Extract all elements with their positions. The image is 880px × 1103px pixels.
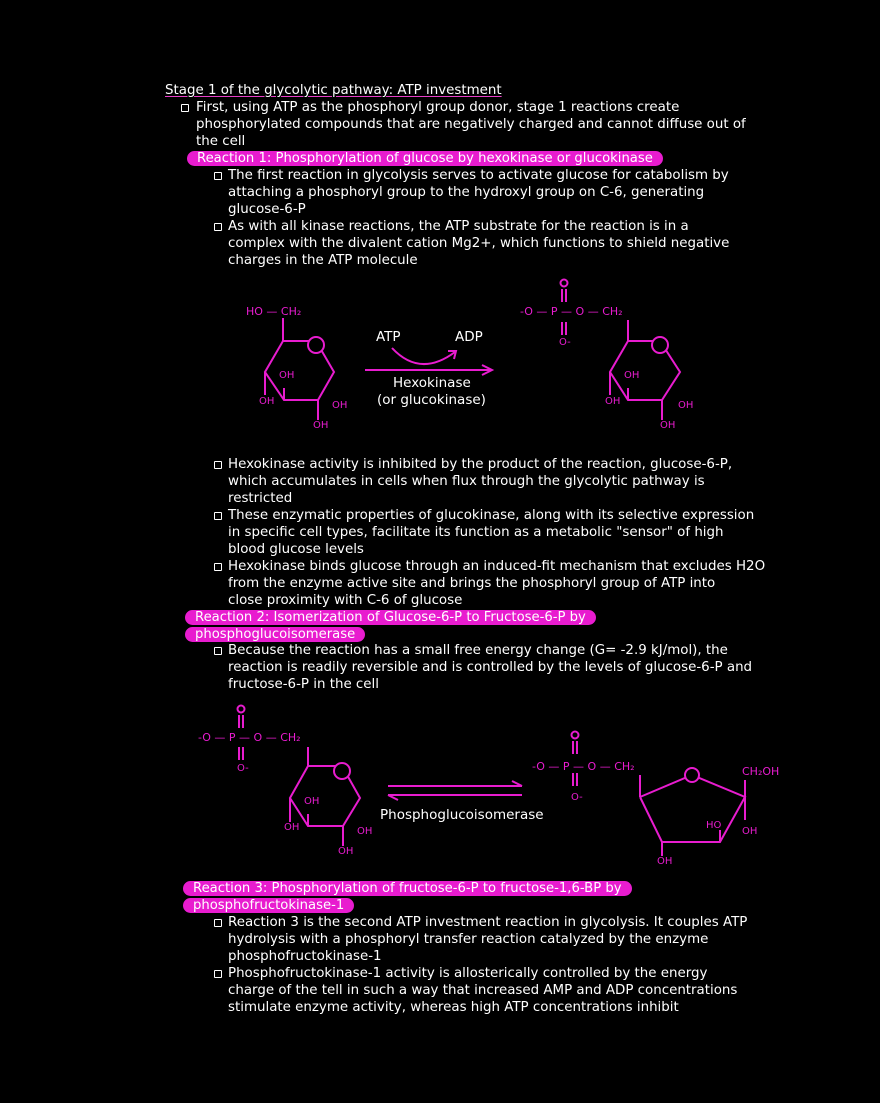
oh-label: OH [313,420,329,431]
oh-label: OH [284,822,300,833]
r2-b1-line-1: Because the reaction has a small free energy change (G= -2.9 kJ/mol), the [228,643,728,658]
glucokinase-label: (or glucokinase) [377,392,486,408]
oh-label: OH [332,400,348,411]
r3-b2-line-2: charge of the tell in such a way that increased AMP and ADP concentrations [228,983,738,998]
r1-b4-line-2: in specific cell types, facilitate its function as a metabolic "sensor" of high [228,525,724,540]
bullet-marker [214,647,222,655]
r1-b1-line-2: attaching a phosphoryl group to the hydroxyl group on C-6, generating [228,185,705,200]
r1-b3-line-3: restricted [228,491,293,506]
intro-line-1: First, using ATP as the phosphoryl group donor, stage 1 reactions create [196,100,680,115]
reaction2-heading-line-1: Reaction 2: Isomerization of Glucose-6-P to Fructose-6-P by [185,610,596,625]
oh-label: OH [742,826,758,837]
oh-label: OH [624,370,640,381]
intro-line-3: the cell [196,134,246,149]
phosphoglucoisomerase-label: Phosphoglucoisomerase [380,807,544,823]
phosphate-label: -O — P — O — CH₂ [198,731,301,744]
oh-label: OH [605,396,621,407]
oh-label: OH [338,846,354,857]
fructose-ring [640,775,745,842]
o-minus-label: O- [237,763,249,774]
r1-b2-line-3: charges in the ATP molecule [228,253,418,268]
hexokinase-label: Hexokinase [393,375,471,391]
adp-label: ADP [455,329,483,345]
r1-b1-line-1: The first reaction in glycolysis serves to activate glucose for catabolism by [228,168,729,183]
r3-b1-line-2: hydrolysis with a phosphoryl transfer reaction catalyzed by the enzyme [228,932,709,947]
r1-b4-line-1: These enzymatic properties of glucokinase, along with its selective expression [228,508,755,523]
oh-label: OH [657,856,673,867]
ho-label: HO [706,820,722,831]
bullet-marker [214,970,222,978]
page-title: Stage 1 of the glycolytic pathway: ATP investment [165,83,502,98]
bullet-marker [214,512,222,520]
r1-b3-line-2: which accumulates in cells when flux through the glycolytic pathway is [228,474,705,489]
r3-b1-line-1: Reaction 3 is the second ATP investment reaction in glycolysis. It couples ATP [228,915,748,930]
r2-b1-line-2: reaction is readily reversible and is controlled by the levels of glucose-6-P and [228,660,753,675]
oh-label: OH [357,826,373,837]
atp-label: ATP [376,329,401,345]
o-minus-label: O- [571,792,583,803]
phosphate-label: -O — P — O — CH₂ [532,760,635,773]
r3-b1-line-3: phosphofructokinase-1 [228,949,382,964]
r3-b2-line-3: stimulate enzyme activity, whereas high ATP concentrations inhibit [228,1000,679,1015]
r1-b5-line-3: close proximity with C-6 of glucose [228,593,463,608]
reaction3-heading-line-2: phosphofructokinase-1 [183,898,354,913]
r2-b1-line-3: fructose-6-P in the cell [228,677,379,692]
bullet-marker [214,919,222,927]
r1-b2-line-1: As with all kinase reactions, the ATP substrate for the reaction is in a [228,219,689,234]
reaction1-heading: Reaction 1: Phosphorylation of glucose by hexokinase or glucokinase [187,151,663,166]
r1-b1-line-3: glucose-6-P [228,202,306,217]
o-minus-label: O- [559,337,571,348]
r1-b2-line-2: complex with the divalent cation Mg2+, which functions to shield negative [228,236,730,251]
r3-b2-line-1: Phosphofructokinase-1 activity is allosterically controlled by the energy [228,966,708,981]
reaction2-heading-line-2: phosphoglucoisomerase [185,627,365,642]
ch2oh-label: CH₂OH [742,765,780,778]
bullet-marker [214,563,222,571]
oh-label: OH [660,420,676,431]
oh-label: OH [304,796,320,807]
r1-b4-line-3: blood glucose levels [228,542,364,557]
bullet-marker [214,461,222,469]
reaction3-heading-line-1: Reaction 3: Phosphorylation of fructose-6-P to fructose-1,6-BP by [183,881,632,896]
oh-label: OH [259,396,275,407]
r1-b5-line-2: from the enzyme active site and brings the phosphoryl group of ATP into [228,576,716,591]
r1-b5-line-1: Hexokinase binds glucose through an induced-fit mechanism that excludes H2O [228,559,766,574]
glucose-6p-ring [610,341,680,400]
r1-b3-line-1: Hexokinase activity is inhibited by the product of the reaction, glucose-6-P, [228,457,733,472]
ho-ch2-label: HO — CH₂ [246,305,302,318]
oh-label: OH [678,400,694,411]
intro-line-2: phosphorylated compounds that are negatively charged and cannot diffuse out of [196,117,746,132]
oh-label: OH [279,370,295,381]
phosphate-label: -O — P — O — CH₂ [520,305,623,318]
glucose-ring [265,341,334,400]
